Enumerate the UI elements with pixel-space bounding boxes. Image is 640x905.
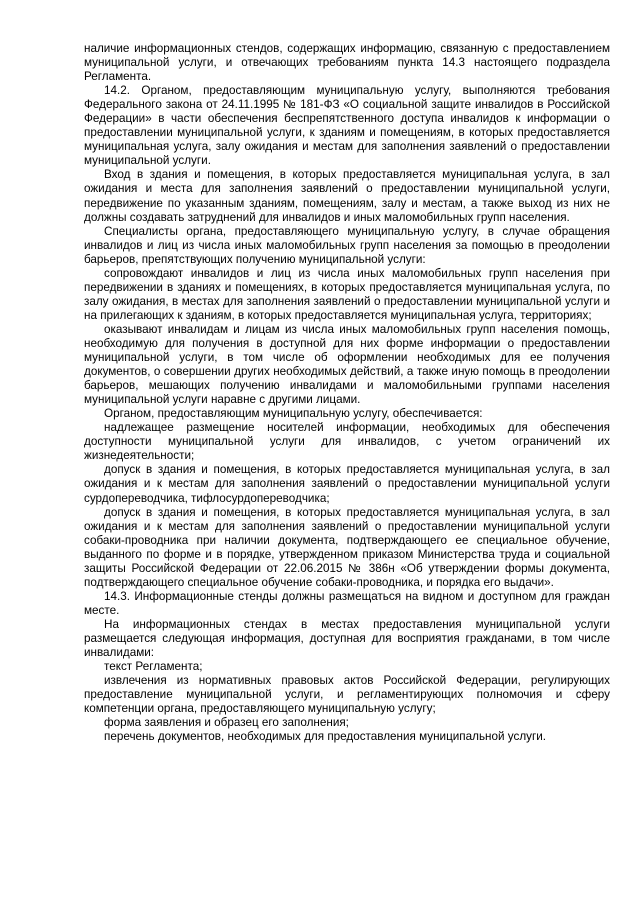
paragraph-specialists-duties: Специалисты органа, предоставляющего муниципальную услугу, в случае обращения инвалидов и лиц из числа иных маломобильных групп населения за помощью в преодолении барьеров, препятствующих получению муниципальной услуги: [84,224,610,266]
paragraph-guide-dog-access: допуск в здания и помещения, в которых предоставляется муниципальная услуга, в зал ожидания и к местам для заполнения заявлений о предоставлении муниципальной услуги собаки-проводника при наличии документа, подтверждающего ее специальное обучение, выданного по форме и в порядке, утвержденном приказом Министерства труда и социальной защиты Российской Федерации от 22.06.2015 № 386н «Об утверждении формы документа, подтверждающего специальное обучение собаки-проводника, и порядка его выдачи». [84,505,610,589]
paragraph-building-entrance: Вход в здания и помещения, в которых предоставляется муниципальная услуга, в зал ожидания и места для заполнения заявлений о предоставлении муниципальной услуги, передвижение по указанным зданиям, помещениям, залу и местам, а также выход из них не должны создавать затруднений для инвалидов и иных маломобильных групп населения. [84,168,610,224]
paragraph-sign-interpreter-access: допуск в здания и помещения, в которых предоставляется муниципальная услуга, в зал ожидания и к местам для заполнения заявлений о предоставлении муниципальной услуги сурдопереводчика, тифлосурдопереводчика; [84,463,610,505]
list-item-regulation-text: текст Регламента; [104,660,203,674]
paragraph-14-2: 14.2. Органом, предоставляющим муниципальную услугу, выполняются требования Федерального закона от 24.11.1995 № 181-ФЗ «О социальной защите инвалидов в Российской Федерации» в части обеспечения беспрепятственного доступа инвалидов к информации о предоставлении муниципальной услуги, к зданиям и помещениям, в которых предоставляется муниципальная услуга, залу ожидания и местам для заполнения заявлений о предоставлении муниципальной услуги. [84,84,610,168]
paragraph-provides: Органом, предоставляющим муниципальную услугу, обеспечивается: [104,407,483,421]
list-item-application-form: форма заявления и образец его заполнения; [104,716,349,730]
list-item-legal-extracts: извлечения из нормативных правовых актов Российской Федерации, регулирующих предоставление муниципальной услуги, и регламентирующих полномочия и сферу компетенции органа, предоставляющего муниципальную услугу; [84,674,610,716]
paragraph-info-carriers: надлежащее размещение носителей информации, необходимых для обеспечения доступности муниципальной услуги для инвалидов, с учетом ограничений их жизнедеятельности; [84,421,610,463]
paragraph-accompany: сопровождают инвалидов и лиц из числа иных маломобильных групп населения при передвижении в зданиях и помещениях, в которых предоставляется муниципальная услуга, по залу ожидания, в местах для заполнения заявлений о предоставлении муниципальной услуги и на прилегающих к зданиям, в которых предоставляется муниципальная услуга, территориях; [84,266,610,322]
paragraph-14-3: 14.3. Информационные стенды должны размещаться на видном и доступном для граждан месте. [84,589,610,617]
paragraph-assistance: оказывают инвалидам и лицам из числа иных маломобильных групп населения помощь, необходимую для получения в доступной для них форме информации о предоставлении муниципальной услуги, в том числе об оформлении необходимых для ее получения документов, о совершении других необходимых действий, а также иную помощь в преодолении барьеров, мешающих получению инвалидами и маломобильными группами населения муниципальной услуги наравне с другими лицами. [84,322,610,407]
list-item-documents-list: перечень документов, необходимых для предоставления муниципальной услуги. [104,730,547,744]
document-page [84,42,610,744]
paragraph-info-stands-requirement: наличие информационных стендов, содержащих информацию, связанную с предоставлением муниципальной услуги, и отвечающих требованиям пункта 14.3 настоящего подраздела Регламента. [84,42,610,84]
paragraph-stand-info: На информационных стендах в местах предоставления муниципальной услуги размещается следующая информация, доступная для восприятия гражданами, в том числе инвалидами: [84,617,610,660]
